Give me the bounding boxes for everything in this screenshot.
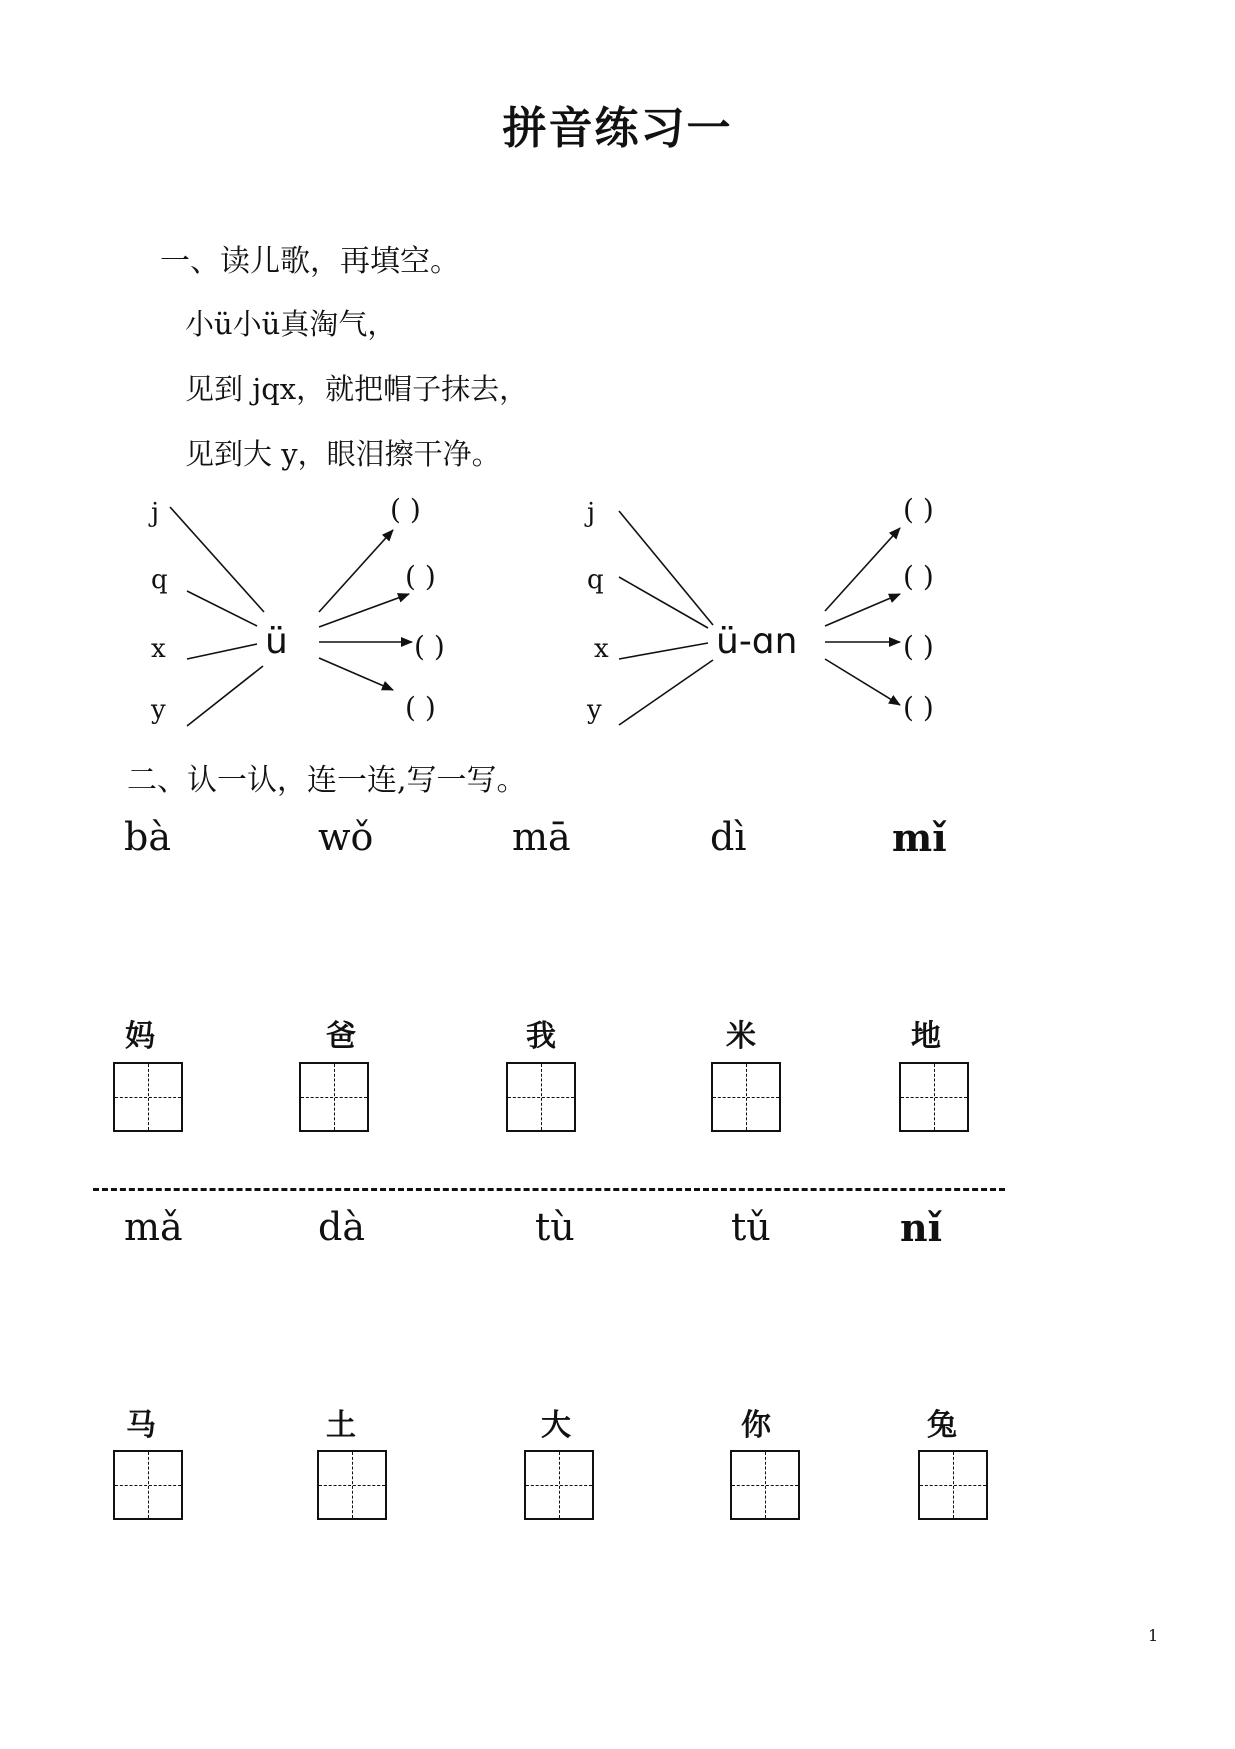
left-blank-2[interactable]: ( ) [405, 560, 436, 593]
right-letter-q: q [587, 565, 604, 595]
right-letter-x: x [594, 634, 609, 664]
section2-heading: 二、认一认，连一连,写一写。 [127, 763, 527, 798]
pinyin-tu4[interactable]: tù [535, 1205, 575, 1249]
right-blank-2[interactable]: ( ) [903, 560, 934, 593]
hanzi-wo[interactable]: 我 [526, 1019, 556, 1054]
writing-grid[interactable] [299, 1062, 369, 1132]
pinyin-wo[interactable]: wǒ [318, 815, 374, 859]
hanzi-tu-rabbit[interactable]: 兔 [927, 1408, 957, 1443]
poem-line-1: 小ü小ü真淘气， [185, 307, 397, 341]
right-letter-j: j [587, 498, 596, 528]
pinyin-ba[interactable]: bà [124, 815, 171, 859]
poem-line-2: 见到 jqx，就把帽子抹去， [185, 372, 529, 406]
left-letter-q: q [151, 565, 168, 595]
pinyin-ma3[interactable]: mǎ [124, 1205, 183, 1249]
right-blank-4[interactable]: ( ) [903, 691, 934, 724]
pinyin-da[interactable]: dà [318, 1205, 365, 1249]
pinyin-ni[interactable]: nǐ [900, 1205, 943, 1250]
writing-grid[interactable] [730, 1450, 800, 1520]
writing-grid[interactable] [113, 1062, 183, 1132]
line-q-u [187, 591, 257, 626]
left-blank-4[interactable]: ( ) [405, 691, 436, 724]
hanzi-ba-father[interactable]: 爸 [326, 1019, 356, 1054]
arrow-u-1 [319, 530, 393, 612]
arrow-u-4 [319, 658, 393, 690]
writing-grid[interactable] [113, 1450, 183, 1520]
pinyin-mi[interactable]: mǐ [892, 815, 947, 860]
right-center-uan: ü-ɑn [716, 621, 798, 662]
writing-grid[interactable] [524, 1450, 594, 1520]
page-number: 1 [1148, 1626, 1159, 1645]
writing-grid[interactable] [317, 1450, 387, 1520]
pinyin-tu3[interactable]: tǔ [731, 1205, 771, 1249]
left-blank-1[interactable]: ( ) [390, 493, 421, 526]
writing-grid[interactable] [711, 1062, 781, 1132]
arrow-u-2 [319, 594, 409, 627]
hanzi-ni[interactable]: 你 [741, 1408, 771, 1443]
hanzi-ma-mother[interactable]: 妈 [125, 1019, 155, 1054]
writing-grid[interactable] [918, 1450, 988, 1520]
writing-grid[interactable] [899, 1062, 969, 1132]
page-title: 拼音练习一 [502, 103, 733, 154]
right-blank-1[interactable]: ( ) [903, 493, 934, 526]
line-j-uan [619, 511, 713, 625]
hanzi-ma-horse[interactable]: 马 [126, 1408, 156, 1443]
left-letter-y: y [151, 695, 166, 725]
left-letter-j: j [151, 498, 160, 528]
right-diagram-lines [619, 511, 900, 725]
hanzi-mi[interactable]: 米 [726, 1019, 756, 1054]
line-x-uan [619, 643, 708, 659]
poem-line-3: 见到大 y，眼泪擦干净。 [185, 437, 501, 471]
hanzi-di[interactable]: 地 [911, 1019, 941, 1054]
arrow-uan-4 [825, 659, 900, 705]
hanzi-tu-soil[interactable]: 土 [326, 1408, 356, 1443]
right-letter-y: y [587, 695, 602, 725]
line-j-u [170, 507, 264, 612]
writing-grid[interactable] [506, 1062, 576, 1132]
line-y-u [187, 666, 263, 726]
pinyin-ma1[interactable]: mā [512, 815, 571, 859]
right-blank-3[interactable]: ( ) [903, 630, 934, 663]
line-x-u [187, 644, 257, 659]
pinyin-di[interactable]: dì [710, 815, 747, 859]
dashed-divider [93, 1188, 1005, 1191]
section1-heading: 一、读儿歌，再填空。 [160, 244, 460, 279]
left-diagram-lines [170, 507, 412, 726]
left-letter-x: x [151, 634, 166, 664]
line-y-uan [619, 660, 713, 725]
left-blank-3[interactable]: ( ) [414, 630, 445, 663]
left-center-u: ü [265, 621, 288, 662]
hanzi-da[interactable]: 大 [541, 1408, 571, 1443]
